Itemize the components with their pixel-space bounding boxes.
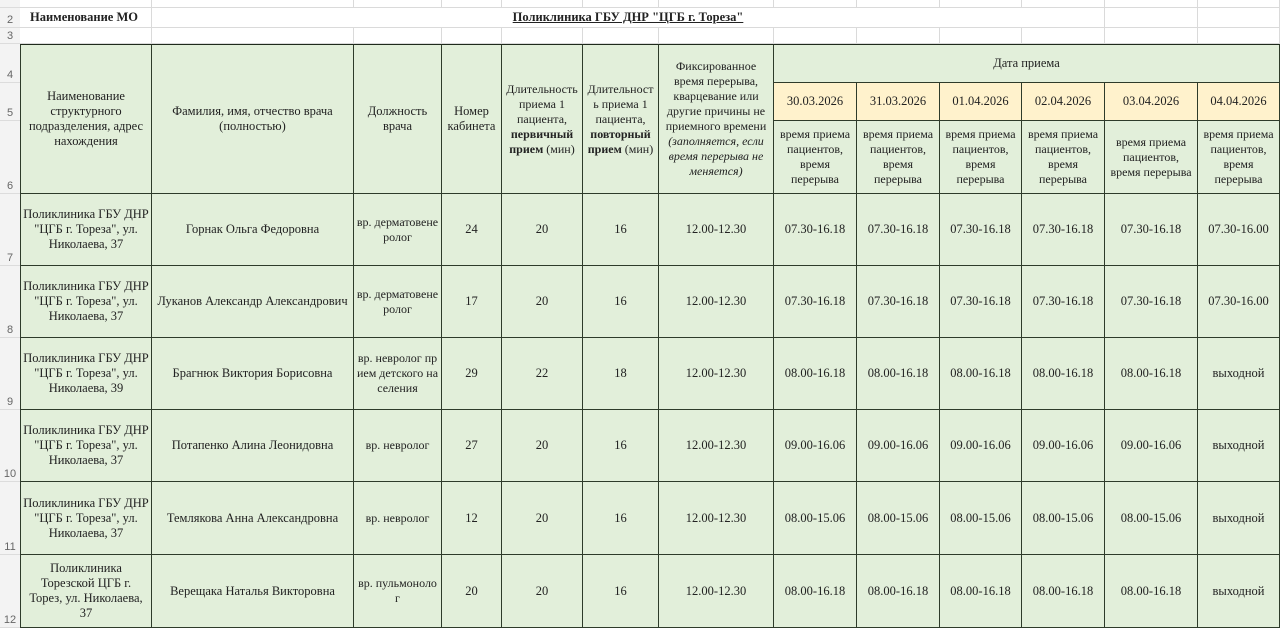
- cell-position[interactable]: [354, 266, 442, 338]
- break-text: 12.00-12.30: [685, 583, 747, 598]
- schedule-time-text: 07.30-16.18: [1120, 294, 1182, 308]
- schedule-time-text: 08.00-15.06: [1032, 510, 1094, 525]
- cell-schedule-time[interactable]: [1198, 410, 1280, 482]
- grid-cell[interactable]: [20, 0, 152, 8]
- date-header[interactable]: [1022, 83, 1105, 121]
- row-header[interactable]: 12: [0, 555, 20, 628]
- cell-schedule-time[interactable]: [940, 266, 1022, 338]
- date-text: 31.03.2026: [869, 94, 927, 108]
- schedule-time-text: 08.00-15.06: [950, 510, 1011, 525]
- grid-cell[interactable]: [940, 0, 1022, 8]
- cell-schedule-time[interactable]: [774, 410, 857, 482]
- grid-cell[interactable]: [857, 0, 940, 8]
- position-text: вр. невролог: [365, 510, 430, 525]
- cell-primary[interactable]: [502, 338, 583, 410]
- cell-schedule-time[interactable]: [1198, 555, 1280, 628]
- grid-cell[interactable]: [354, 0, 442, 8]
- schedule-time-text: 07.30-16.18: [867, 294, 929, 308]
- break-text: 12.00-12.30: [685, 438, 747, 452]
- schedule-time-text: 07.30-16.00: [1208, 294, 1269, 308]
- grid-cell[interactable]: [583, 0, 659, 8]
- header-doctor-text: Фамилия, имя, отчество врача (полностью): [172, 104, 333, 133]
- room-text: 29: [465, 366, 478, 380]
- cell-schedule-time[interactable]: [774, 194, 857, 266]
- sheet-title[interactable]: [152, 8, 1105, 28]
- grid-cell[interactable]: [442, 28, 502, 44]
- department-text: Поликлиника ГБУ ДНР "ЦГБ г. Тореза", ул. Николаева, 37: [23, 423, 149, 467]
- primary-text: 20: [535, 510, 549, 525]
- primary-text: 20: [535, 294, 549, 308]
- grid-cell[interactable]: [1105, 0, 1198, 8]
- schedule-time-text: 08.00-16.18: [950, 366, 1011, 380]
- cell-room[interactable]: [442, 338, 502, 410]
- doctor-text: Потапенко Алина Леонидовна: [171, 438, 334, 452]
- cell-schedule-time[interactable]: [857, 482, 940, 555]
- grid-cell[interactable]: [1198, 8, 1280, 28]
- cell-primary[interactable]: [502, 410, 583, 482]
- cell-position[interactable]: [354, 410, 442, 482]
- grid-cell[interactable]: [442, 0, 502, 8]
- date-header[interactable]: [1198, 83, 1280, 121]
- date-subheader[interactable]: [1105, 121, 1198, 194]
- position-text: вр. невролог прием детского населения: [356, 351, 439, 395]
- cell-break[interactable]: [659, 410, 774, 482]
- schedule-time-text: 07.30-16.18: [1120, 222, 1182, 236]
- grid-cell[interactable]: [659, 28, 774, 44]
- cell-schedule-time[interactable]: [774, 555, 857, 628]
- cell-schedule-time[interactable]: [1198, 482, 1280, 555]
- schedule-time-text: 07.30-16.18: [867, 222, 929, 236]
- break-text: 12.00-12.30: [685, 222, 747, 236]
- grid-cell[interactable]: [774, 0, 857, 8]
- date-text: 04.04.2026: [1210, 94, 1267, 108]
- room-text: 24: [465, 222, 478, 236]
- position-text: вр. дерматовенеролог: [356, 286, 439, 316]
- repeat-c: (мин): [621, 141, 654, 156]
- cell-schedule-time[interactable]: [1022, 266, 1105, 338]
- cell-primary[interactable]: [502, 194, 583, 266]
- cell-schedule-time[interactable]: [857, 266, 940, 338]
- repeat-a: Длительност ь приема 1 пациента,: [587, 81, 654, 126]
- department-text: Поликлиника ГБУ ДНР "ЦГБ г. Тореза", ул. Николаева, 39: [23, 351, 149, 395]
- repeat-text: 16: [614, 583, 627, 598]
- schedule-time-text: 09.00-16.06: [784, 438, 846, 452]
- mo-label[interactable]: [20, 8, 152, 28]
- schedule-time-text: 09.00-16.06: [1032, 438, 1094, 452]
- date-subheader[interactable]: [857, 121, 940, 194]
- primary-b: первичный прием: [509, 126, 574, 156]
- department-text: Поликлиника Торезской ЦГБ г. Торез, ул. Николаева, 37: [29, 561, 143, 620]
- cell-schedule-time[interactable]: [940, 338, 1022, 410]
- primary-text: 20: [535, 583, 549, 598]
- cell-break[interactable]: [659, 482, 774, 555]
- department-text: Поликлиника ГБУ ДНР "ЦГБ г. Тореза", ул. Николаева, 37: [23, 495, 149, 540]
- cell-schedule-time[interactable]: [1198, 266, 1280, 338]
- break-text: 12.00-12.30: [685, 294, 747, 308]
- break-b: (заполняется, если время перерыва не меняется): [668, 134, 764, 178]
- grid-cell[interactable]: [774, 28, 857, 44]
- schedule-time-text: 07.30-16.18: [784, 222, 846, 236]
- row-header[interactable]: 4: [0, 44, 20, 83]
- doctor-text: Темлякова Анна Александровна: [166, 510, 339, 525]
- header-primary-duration[interactable]: [502, 44, 583, 194]
- cell-schedule-time[interactable]: [1022, 482, 1105, 555]
- department-text: Поликлиника ГБУ ДНР "ЦГБ г. Тореза", ул. Николаева, 37: [23, 279, 149, 323]
- schedule-time-text: 08.00-15.06: [1120, 510, 1182, 525]
- cell-schedule-time[interactable]: [857, 338, 940, 410]
- room-text: 17: [465, 294, 478, 308]
- repeat-text: 18: [614, 366, 627, 380]
- cell-schedule-time[interactable]: [1105, 338, 1198, 410]
- grid-cell[interactable]: [152, 0, 354, 8]
- doctor-text: Луканов Александр Александрович: [157, 294, 348, 308]
- doctor-text: Горнак Ольга Федоровна: [185, 222, 320, 236]
- date-subheader-text: время приема пациентов, время перерыва: [862, 127, 934, 186]
- cell-schedule-time[interactable]: [857, 555, 940, 628]
- date-subheader[interactable]: [1022, 121, 1105, 194]
- date-subheader[interactable]: [1198, 121, 1280, 194]
- header-position[interactable]: [354, 44, 442, 194]
- cell-department[interactable]: [20, 194, 152, 266]
- schedule-time-text: 09.00-16.06: [950, 438, 1011, 452]
- grid-cell[interactable]: [857, 28, 940, 44]
- cell-break[interactable]: [659, 555, 774, 628]
- date-subheader[interactable]: [940, 121, 1022, 194]
- row-header[interactable]: 10: [0, 410, 20, 482]
- cell-schedule-time[interactable]: [940, 482, 1022, 555]
- grid-cell[interactable]: [1198, 0, 1280, 8]
- dates-group-text: Дата приема: [993, 56, 1060, 70]
- position-text: вр. пульмонолог: [358, 576, 437, 605]
- cell-schedule-time[interactable]: [1105, 194, 1198, 266]
- header-dates-group[interactable]: [774, 44, 1280, 83]
- cell-schedule-time[interactable]: [1022, 338, 1105, 410]
- cell-department[interactable]: [20, 555, 152, 628]
- repeat-text: 16: [614, 510, 627, 525]
- cell-repeat[interactable]: [583, 482, 659, 555]
- row-header[interactable]: [0, 0, 20, 8]
- date-subheader-text: время приема пациентов, время перерыва: [1110, 134, 1192, 179]
- date-text: 03.04.2026: [1122, 94, 1180, 108]
- header-doctor[interactable]: [152, 44, 354, 194]
- cell-doctor[interactable]: [152, 410, 354, 482]
- position-text: вр. невролог: [365, 438, 430, 452]
- header-department[interactable]: [20, 44, 152, 194]
- repeat-text: 16: [614, 294, 627, 308]
- cell-schedule-time[interactable]: [857, 194, 940, 266]
- doctor-text: Верещака Наталья Викторовна: [170, 583, 335, 598]
- schedule-time-text: 08.00-16.18: [867, 583, 929, 598]
- row-header[interactable]: 5: [0, 83, 20, 121]
- cell-position[interactable]: [354, 338, 442, 410]
- date-header[interactable]: [1105, 83, 1198, 121]
- position-text: вр. дерматовенеролог: [356, 214, 439, 244]
- schedule-time-text: 08.00-16.18: [784, 583, 846, 598]
- cell-schedule-time[interactable]: [1022, 410, 1105, 482]
- header-break-time[interactable]: [659, 44, 774, 194]
- cell-schedule-time[interactable]: [774, 266, 857, 338]
- schedule-time-text: 07.30-16.18: [1032, 294, 1094, 308]
- cell-schedule-time[interactable]: [940, 555, 1022, 628]
- cell-break[interactable]: [659, 266, 774, 338]
- cell-doctor[interactable]: [152, 555, 354, 628]
- date-subheader-text: время приема пациентов, время перерыва: [1203, 127, 1274, 186]
- cell-schedule-time[interactable]: [940, 194, 1022, 266]
- repeat-text: 16: [614, 222, 627, 236]
- break-text: 12.00-12.30: [685, 510, 747, 525]
- date-text: 01.04.2026: [952, 94, 1009, 108]
- cell-department[interactable]: [20, 482, 152, 555]
- schedule-time-text: выходной: [1212, 583, 1265, 598]
- grid-cell[interactable]: [1105, 8, 1198, 28]
- repeat-b: повторный прием: [587, 126, 651, 156]
- schedule-time-text: 08.00-16.18: [1120, 583, 1182, 598]
- row-header[interactable]: 3: [0, 28, 20, 44]
- schedule-time-text: 07.30-16.18: [950, 222, 1011, 236]
- break-a: Фиксированное время перерыва, кварцевание или другие причины не приемного времени: [665, 59, 767, 133]
- header-room-text: Номер кабинета: [447, 104, 496, 133]
- room-text: 20: [465, 583, 478, 598]
- cell-room[interactable]: [442, 194, 502, 266]
- row-header[interactable]: 2: [0, 8, 20, 28]
- header-room[interactable]: [442, 44, 502, 194]
- row-header[interactable]: 8: [0, 266, 20, 338]
- cell-schedule-time[interactable]: [774, 338, 857, 410]
- cell-schedule-time[interactable]: [1198, 338, 1280, 410]
- schedule-time-text: 09.00-16.06: [867, 438, 929, 452]
- grid-cell[interactable]: [1022, 0, 1105, 8]
- cell-schedule-time[interactable]: [774, 482, 857, 555]
- schedule-time-text: выходной: [1212, 366, 1265, 380]
- cell-primary[interactable]: [502, 555, 583, 628]
- grid-cell[interactable]: [1105, 28, 1198, 44]
- schedule-time-text: 09.00-16.06: [1120, 438, 1182, 452]
- schedule-time-text: 08.00-16.18: [1120, 366, 1182, 380]
- cell-room[interactable]: [442, 555, 502, 628]
- cell-department[interactable]: [20, 338, 152, 410]
- header-department-text: Наименование структурного подразделения, адрес нахождения: [28, 89, 144, 148]
- header-repeat-duration[interactable]: [583, 44, 659, 194]
- cell-schedule-time[interactable]: [1022, 194, 1105, 266]
- cell-schedule-time[interactable]: [1105, 555, 1198, 628]
- cell-schedule-time[interactable]: [1105, 482, 1198, 555]
- grid-cell[interactable]: [659, 0, 774, 8]
- cell-break[interactable]: [659, 338, 774, 410]
- date-header[interactable]: [940, 83, 1022, 121]
- schedule-time-text: 08.00-16.18: [1032, 366, 1094, 380]
- row-header[interactable]: 6: [0, 121, 20, 194]
- grid-cell[interactable]: [502, 28, 583, 44]
- cell-schedule-time[interactable]: [1105, 410, 1198, 482]
- date-subheader-text: время приема пациентов, время перерыва: [1027, 127, 1099, 186]
- schedule-time-text: 07.30-16.18: [784, 294, 846, 308]
- date-subheader-text: время приема пациентов, время перерыва: [779, 127, 851, 186]
- cell-position[interactable]: [354, 194, 442, 266]
- schedule-time-text: 07.30-16.18: [950, 294, 1011, 308]
- date-text: 02.04.2026: [1034, 94, 1092, 108]
- schedule-time-text: 08.00-15.06: [784, 510, 846, 525]
- primary-a: Длительность приема 1 пациента,: [506, 81, 578, 126]
- room-text: 12: [465, 510, 478, 525]
- cell-department[interactable]: [20, 410, 152, 482]
- cell-primary[interactable]: [502, 482, 583, 555]
- department-text: Поликлиника ГБУ ДНР "ЦГБ г. Тореза", ул. Николаева, 37: [23, 207, 149, 251]
- cell-position[interactable]: [354, 555, 442, 628]
- cell-repeat[interactable]: [583, 338, 659, 410]
- break-text: 12.00-12.30: [685, 366, 747, 380]
- grid-cell[interactable]: [354, 28, 442, 44]
- schedule-time-text: 08.00-16.18: [1032, 583, 1094, 598]
- cell-schedule-time[interactable]: [857, 410, 940, 482]
- cell-doctor[interactable]: [152, 338, 354, 410]
- date-header[interactable]: [857, 83, 940, 121]
- cell-repeat[interactable]: [583, 194, 659, 266]
- date-subheader-text: время приема пациентов, время перерыва: [945, 127, 1016, 186]
- cell-doctor[interactable]: [152, 482, 354, 555]
- cell-schedule-time[interactable]: [1105, 266, 1198, 338]
- schedule-time-text: выходной: [1212, 438, 1265, 452]
- schedule-time-text: 08.00-16.18: [867, 366, 929, 380]
- doctor-text: Брагнюк Виктория Борисовна: [172, 366, 333, 380]
- grid-cell[interactable]: [502, 0, 583, 8]
- primary-text: 20: [535, 438, 549, 452]
- repeat-text: 16: [614, 438, 627, 452]
- cell-room[interactable]: [442, 410, 502, 482]
- grid-cell[interactable]: [583, 28, 659, 44]
- cell-position[interactable]: [354, 482, 442, 555]
- header-position-text: Должность врача: [367, 104, 428, 133]
- schedule-time-text: 08.00-15.06: [867, 510, 929, 525]
- grid-cell[interactable]: [1022, 28, 1105, 44]
- grid-cell[interactable]: [20, 28, 152, 44]
- grid-cell[interactable]: [1198, 28, 1280, 44]
- cell-department[interactable]: [20, 266, 152, 338]
- cell-primary[interactable]: [502, 266, 583, 338]
- date-subheader[interactable]: [774, 121, 857, 194]
- schedule-time-text: 07.30-16.18: [1032, 222, 1094, 236]
- cell-room[interactable]: [442, 266, 502, 338]
- mo-label-text: Наименование МО: [30, 10, 138, 24]
- schedule-time-text: 08.00-16.18: [784, 366, 846, 380]
- cell-schedule-time[interactable]: [1198, 194, 1280, 266]
- cell-doctor[interactable]: [152, 266, 354, 338]
- cell-repeat[interactable]: [583, 555, 659, 628]
- primary-c: (мин): [543, 141, 575, 156]
- row-header[interactable]: 9: [0, 338, 20, 410]
- sheet-title-text: Поликлиника ГБУ ДНР "ЦГБ г. Тореза": [512, 10, 744, 24]
- date-header[interactable]: [774, 83, 857, 121]
- date-text: 30.03.2026: [786, 94, 844, 108]
- row-header[interactable]: 11: [0, 482, 20, 555]
- cell-doctor[interactable]: [152, 194, 354, 266]
- cell-repeat[interactable]: [583, 266, 659, 338]
- cell-schedule-time[interactable]: [1022, 555, 1105, 628]
- cell-break[interactable]: [659, 194, 774, 266]
- schedule-time-text: 08.00-16.18: [950, 583, 1011, 598]
- grid-cell[interactable]: [152, 28, 354, 44]
- grid-cell[interactable]: [940, 28, 1022, 44]
- row-header[interactable]: 7: [0, 194, 20, 266]
- primary-text: 20: [535, 222, 549, 236]
- cell-repeat[interactable]: [583, 410, 659, 482]
- room-text: 27: [465, 438, 478, 452]
- primary-text: 22: [535, 366, 549, 380]
- schedule-time-text: 07.30-16.00: [1208, 222, 1269, 236]
- cell-room[interactable]: [442, 482, 502, 555]
- schedule-time-text: выходной: [1212, 510, 1265, 525]
- cell-schedule-time[interactable]: [940, 410, 1022, 482]
